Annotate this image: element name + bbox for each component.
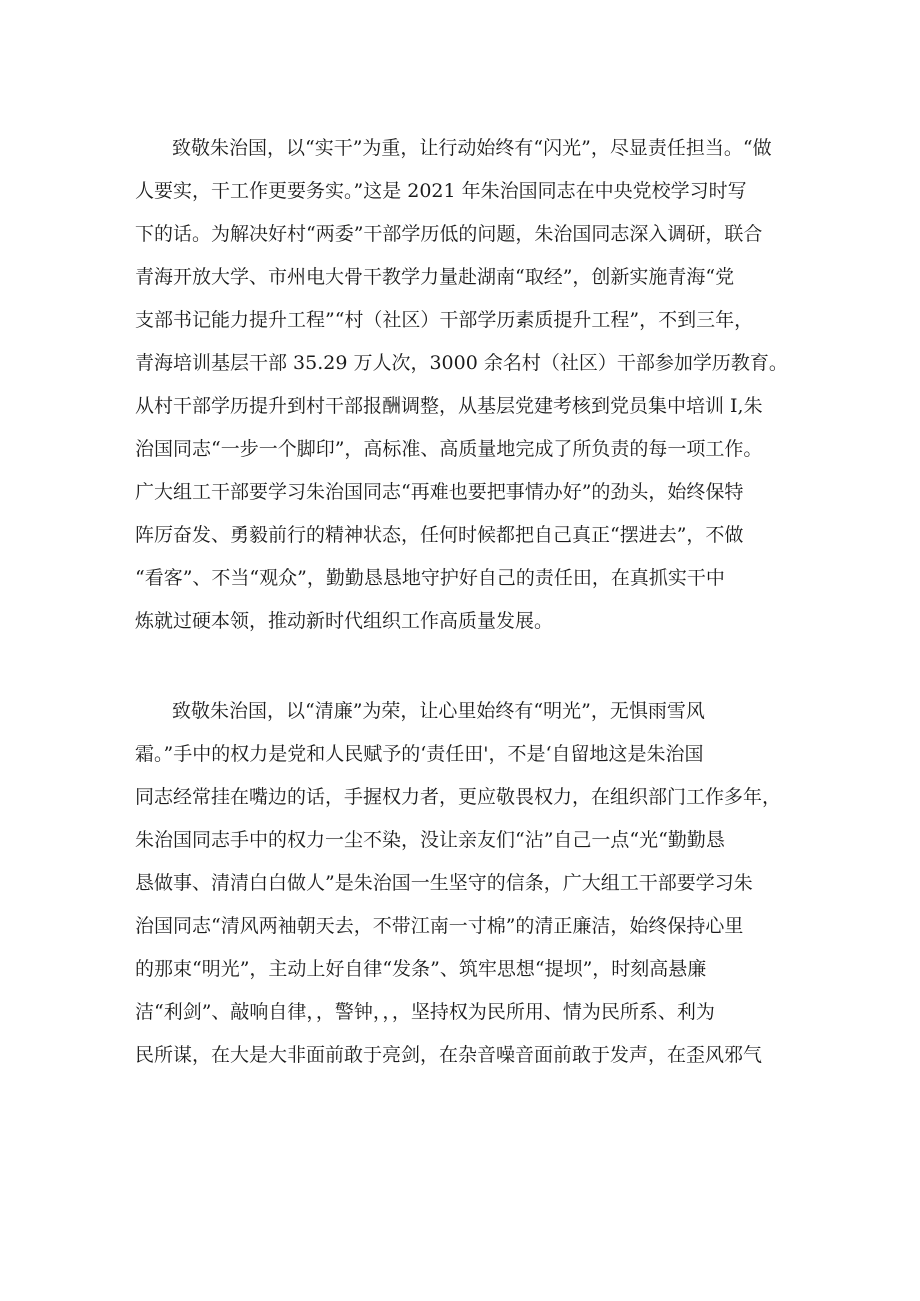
paragraph-line: 同志经常挂在嘴边的话，手握权力者，更应敬畏权力，在组织部门工作多年，: [135, 786, 782, 808]
paragraph-line: 炼就过硬本领，推动新时代组织工作高质量发展。: [135, 610, 554, 632]
paragraph-line: 支部书记能力提升工程”“村（社区）干部学历素质提升工程”，不到三年，: [135, 309, 754, 331]
paragraph-line: 洁“利剑”、敲响自律，，警钟，，，坚持权为民所用、情为民所系、利为: [135, 1001, 715, 1023]
paragraph-line: 阵厉奋发、勇毅前行的精神状态，任何时候都把自己真正“摆进去”，不做: [135, 524, 744, 546]
paragraph-line: 青海培训基层干部 35.29 万人次，3000 余名村（社区）干部参加学历教育。: [135, 352, 788, 374]
paragraph-line: 致敬朱治国，以“实干”为重，让行动始终有“闪光”，尽显责任担当。“做: [172, 137, 772, 159]
paragraph-line: 广大组工干部要学习朱治国同志“再难也要把事情办好”的劲头，始终保特: [135, 481, 744, 503]
paragraph-line: 致敬朱治国，以“清廉”为荣，让心里始终有“明光”，无惧雨雪风: [172, 700, 705, 722]
paragraph-line: 青海开放大学、市州电大骨干教学力量赴湖南“取经”，创新实施青海“党: [135, 266, 735, 288]
paragraph-line: 从村干部学历提升到村干部报酬调整，从基层党建考核到党员集中培训 I,朱: [135, 395, 763, 417]
paragraph-line: 下的话。为解决好村“两委”干部学历低的问题，朱治国同志深入调研，联合: [135, 223, 763, 245]
paragraph-line: 治国同志“清风两袖朝天去，不带江南一寸棉”的清正廉洁，始终保持心里: [135, 915, 744, 937]
paragraph-line: 的那束“明光”，主动上好自律“发条”、筑牢思想“提坝”，时刻高悬廉: [135, 958, 707, 980]
paragraph-line: 霜。”手中的权力是党和人民赋予的‘责任田'，不是‘自留地这是朱治国: [135, 743, 704, 765]
paragraph-line: 朱治国同志手中的权力一尘不染，没让亲友们“沾”自己一点“光“勤勤恳: [135, 829, 725, 851]
paragraph-line: “看客”、不当“观众”，勤勤恳恳地守护好自己的责任田，在真抓实干中: [135, 567, 725, 589]
paragraph-line: 恳做事、清清白白做人”是朱治国一生坚守的信条，广大组工干部要学习朱: [135, 872, 753, 894]
paragraph-line: 治国同志“一步一个脚印”，高标准、高质量地完成了所负责的每一项工作。: [135, 438, 763, 460]
paragraph-line: 人要实，干工作更要务实。”这是 2021 年朱治国同志在中央党校学习时写: [135, 180, 747, 202]
paragraph-line: 民所谋，在大是大非面前敢于亮剑，在杂音噪音面前敢于发声，在歪风邪气: [135, 1044, 763, 1066]
